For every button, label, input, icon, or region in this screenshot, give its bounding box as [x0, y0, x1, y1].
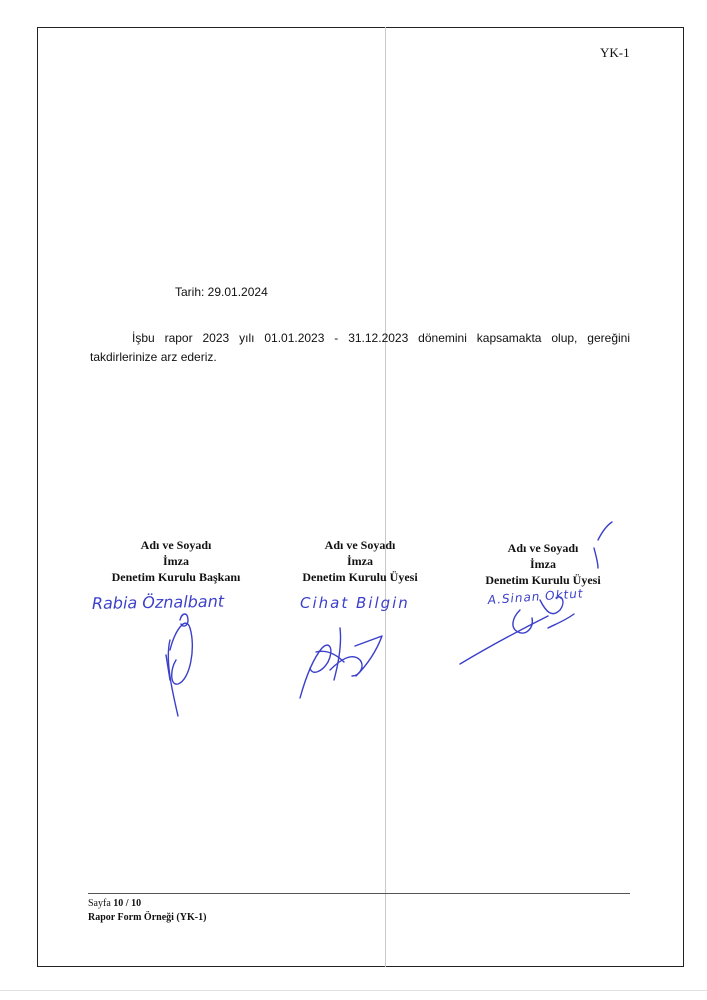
document-code: YK-1 [600, 45, 630, 60]
name-label: Adı ve Soyadı [324, 538, 396, 552]
signature-label: İmza [347, 554, 373, 568]
body-paragraph [90, 329, 630, 367]
handwritten-name-member-1: Cihat Bilgin [300, 594, 410, 612]
page-prefix: Sayfa [88, 898, 111, 909]
signature-block-chair [81, 537, 271, 585]
signature-label: İmza [530, 557, 556, 571]
signature-label: İmza [163, 554, 189, 568]
body-line-2: takdirlerinize arz ederiz. [90, 350, 217, 364]
signature-block-member-1 [265, 537, 455, 585]
scan-edge-line [0, 990, 707, 991]
page-total: 10 [131, 898, 142, 909]
name-label: Adı ve Soyadı [507, 541, 579, 555]
body-line-1: İşbu rapor 2023 yılı 01.01.2023 - 31.12.2023 dönemini kapsamakta olup, gereğini [132, 331, 630, 345]
page-number [88, 897, 206, 911]
date-line: Tarih: 29.01.2024 [175, 285, 268, 299]
page-separator: / [125, 898, 129, 909]
handwritten-name-member-2: A.Sinan Oktut [487, 586, 584, 607]
role-label: Denetim Kurulu Üyesi [302, 570, 418, 584]
role-label: Denetim Kurulu Başkanı [111, 570, 241, 584]
signature-block-member-2 [448, 540, 638, 588]
handwritten-name-chair: Rabia Öznalbant [91, 591, 225, 613]
footer-divider [88, 893, 630, 894]
scan-fold-line [385, 27, 386, 967]
name-label: Adı ve Soyadı [140, 538, 212, 552]
page-footer [88, 897, 206, 925]
form-title: Rapor Form Örneği (YK-1) [88, 912, 207, 923]
page-border [37, 27, 684, 967]
role-label: Denetim Kurulu Üyesi [485, 573, 601, 587]
page-current: 10 [113, 898, 124, 909]
